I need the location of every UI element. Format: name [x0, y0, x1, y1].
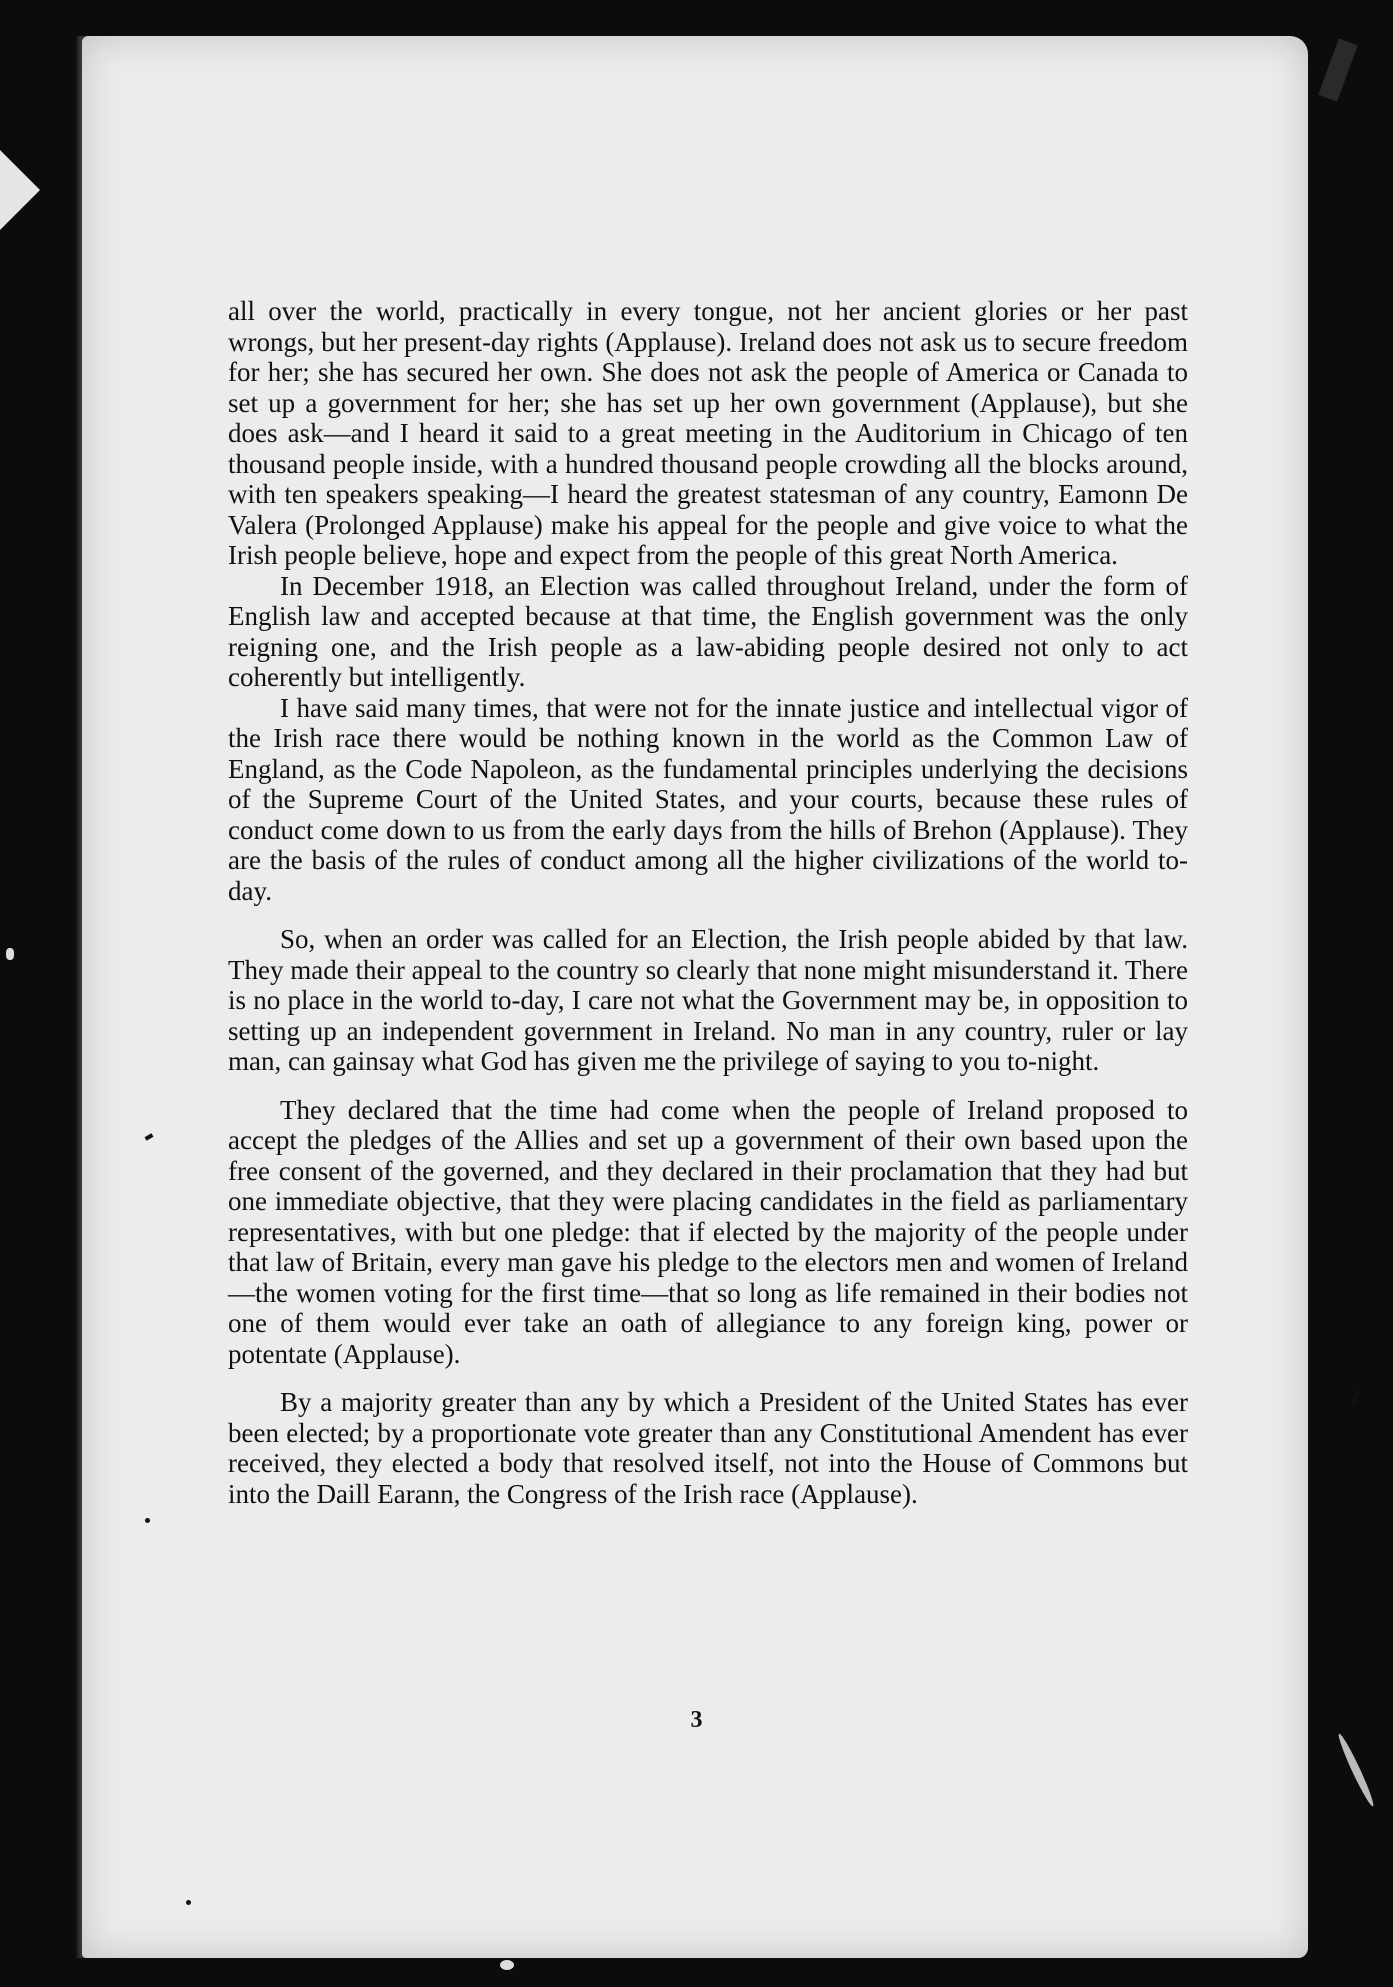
paragraph: I have said many times, that were not for the innate justice and intellectual vigor of the Irish race there would be nothing known in the world as the Common Law of England, as the Code Napoleon, as the fundamental principles underlying the decisions of the Supreme Court of the United States, and your courts, because these rules of conduct come down to us from the early days from the hills of Brehon (Applause). They are the basis of the rules of conduct among all the higher civilizations of the world to-day. — [228, 692, 1188, 906]
page-speck — [145, 1518, 150, 1523]
scan-speck — [500, 1960, 514, 1970]
page-speck — [186, 1900, 191, 1905]
scan-edge-mark — [0, 150, 40, 230]
paragraph: By a majority greater than any by which a President of the United States has ever been elected; by a proportionate vote greater than any Constitutional Amendent has ever received, they elected a body that resolved itself, not into the House of Commons but into the Daill Earann, the Congress of the Irish race (Applause). — [228, 1387, 1188, 1509]
paragraph: all over the world, practically in every tongue, not her ancient glories or her past wrongs, but her present-day rights (Applause). Ireland does not ask us to secure freedom for her; she has secured her own. She does not ask the people of America or Canada to set up a government for her; she has set up her own government (Applause), but she does ask—and I heard it said to a great meeting in the Auditorium in Chicago of ten thousand people inside, with a hundred thousand people crowding all the blocks around, with ten speakers speaking—I heard the greatest statesman of any country, Eamonn De Valera (Prolonged Applause) make his appeal for the people and give voice to what the Irish people believe, hope and expect from the people of this great North America. — [228, 296, 1188, 570]
paragraph: In December 1918, an Election was called throughout Ireland, under the form of English law and accepted because at that time, the English government was the only reigning one, and the Irish people as a law-abiding people desired not only to act coherently but intelligently. — [228, 570, 1188, 692]
page-speck — [1352, 1390, 1361, 1405]
body-text — [228, 296, 1188, 1509]
paragraph: They declared that the time had come when the people of Ireland proposed to accept the pledges of the Allies and set up a government of their own based upon the free consent of the governed, and they declared in their proclamation that they had but one immediate objective, that they were placing candidates in the field as parliamentary representatives, with but one pledge: that if elected by the majority of the people under that law of Britain, every man gave his pledge to the electors men and women of Ireland—the women voting for the first time—that so long as life remained in their bodies not one of them would ever take an oath of allegiance to any foreign king, power or potentate (Applause). — [228, 1094, 1188, 1369]
paragraph: So, when an order was called for an Election, the Irish people abided by that law. They made their appeal to the country so clearly that none might misunderstand it. There is no place in the world to-day, I care not what the Government may be, in opposition to setting up an independent government in Ireland. No man in any country, ruler or lay man, can gainsay what God has given me the privilege of saying to you to-night. — [228, 924, 1188, 1076]
scan-speck — [1335, 1732, 1376, 1808]
scan-speck — [1318, 38, 1357, 101]
page-number: 3 — [690, 1707, 703, 1733]
scan-speck — [6, 948, 14, 960]
